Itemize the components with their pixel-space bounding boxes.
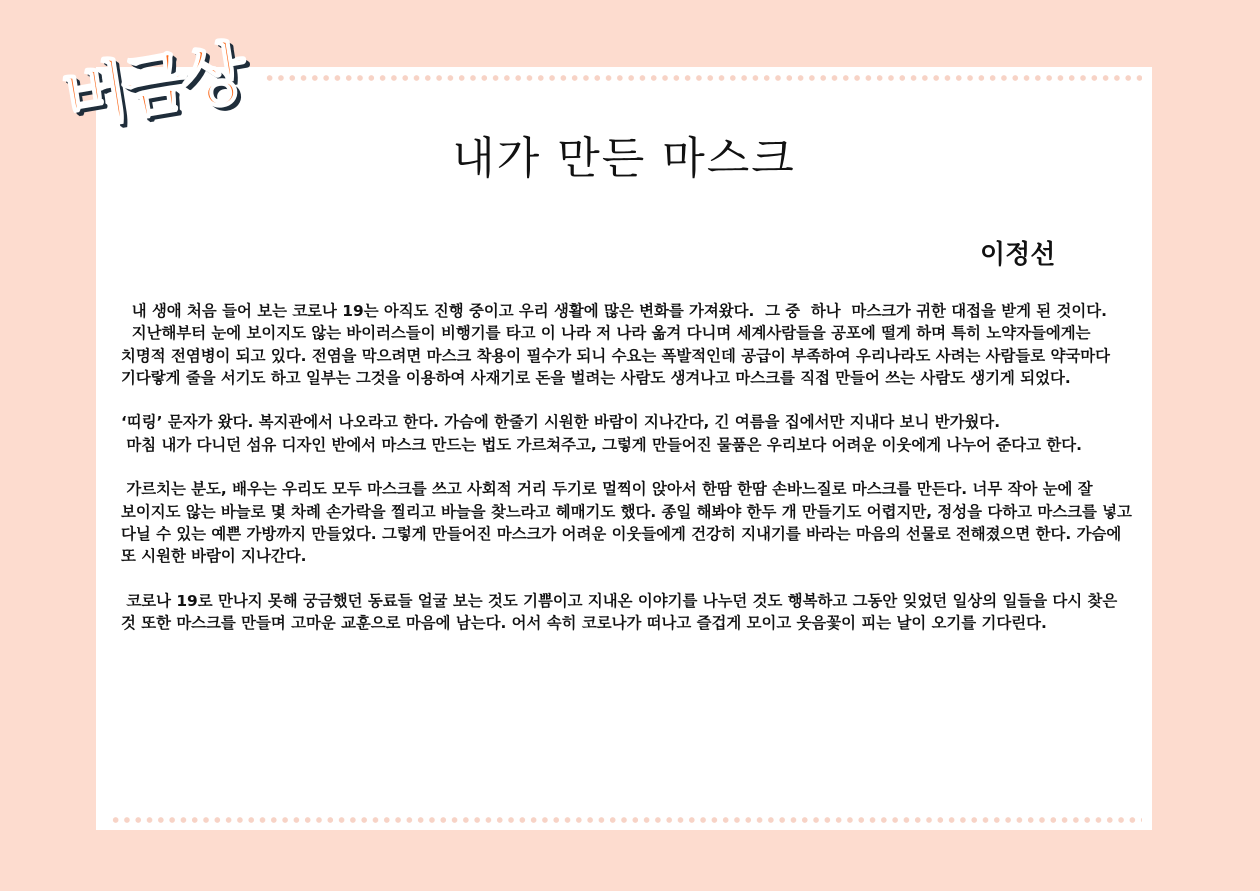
essay-paragraph: 가르치는 분도, 배우는 우리도 모두 마스크를 쓰고 사회적 거리 두기로 멀찍이 앉아서 한땀 한땀 손바느질로 마스크를 만든다. 너무 작아 눈에 잘 보이지도 않는 바늘로 몇 차례 손가락을 찔리고 바늘을 찾느라고 헤매기도 했다. 종일 해봐야 한두 개 만들기도 어렵지만, 정성을 다하고 마스크를 넣고 다닐 수 있는 예쁜 가방까지 만들었다. 그렇게 만들어진 마스크가 어려운 이웃들에게 건강히 지내기를 바라는 마음의 선물로 전해졌으면 한다. 가슴에 또 시원한 바람이 지나간다. bbox=[121, 480, 1138, 566]
essay-paragraph: ‘띠링’ 문자가 왔다. 복지관에서 나오라고 한다. 가슴에 한줄기 시원한 바람이 지나간다, 긴 여름을 집에서만 지내다 보니 반가웠다. bbox=[121, 413, 1001, 432]
author-name: 이정선 bbox=[980, 240, 1056, 270]
essay-paragraph: 코로나 19로 만나지 못해 궁금했던 동료들 얼굴 보는 것도 기쁨이고 지내온 이야기를 나누던 것도 행복하고 그동안 잊었던 일상의 일들을 다시 찾은 것 또한 마스크를 만들며 고마운 교훈으로 마음에 남는다. 어서 속히 코로나가 떠나고 즐겁게 모이고 웃음꽃이 피는 날이 오기를 기다린다. bbox=[121, 591, 1123, 633]
essay-paragraph: 지난해부터 눈에 보이지도 않는 바이러스들이 비행기를 타고 이 나라 저 나라 옮겨 다니며 세계사람들을 공포에 떨게 하며 특히 노약자들에게는 치명적 전염병이 되고 있다. 전염을 막으려면 마스크 착용이 필수가 되니 수요는 폭발적인데 공급이 부족하여 우리나라도 사려는 사람들로 약국마다 기다랗게 줄을 서기도 하고 일부는 그것을 이용하여 사재기로 돈을 벌려는 사람도 생겨나고 마스크를 직접 만들어 쓰는 사람도 생기게 되었다. bbox=[121, 324, 1116, 387]
essay-title: 내가 만든 마스크 bbox=[452, 133, 796, 184]
dotted-border-bottom bbox=[110, 816, 1142, 824]
paragraph-gap bbox=[121, 456, 1137, 478]
essay-paragraph: 마침 내가 다니던 섬유 디자인 반에서 마스크 만드는 법도 가르쳐주고, 그렇게 만들어진 물품은 우리보다 어려운 이웃에게 나누어 준다고 한다. bbox=[121, 435, 1082, 454]
award-badge-label: 버금상 bbox=[57, 33, 247, 140]
paragraph-gap bbox=[121, 389, 1137, 411]
paragraph-gap bbox=[121, 568, 1137, 590]
essay-body bbox=[121, 300, 1137, 634]
essay-paragraph: 내 생애 처음 들어 보는 코로나 19는 아직도 진행 중이고 우리 생활에 많은 변화를 가져왔다. 그 중 하나 마스크가 귀한 대접을 받게 된 것이다. bbox=[121, 302, 1107, 320]
dotted-border-top bbox=[264, 74, 1142, 82]
